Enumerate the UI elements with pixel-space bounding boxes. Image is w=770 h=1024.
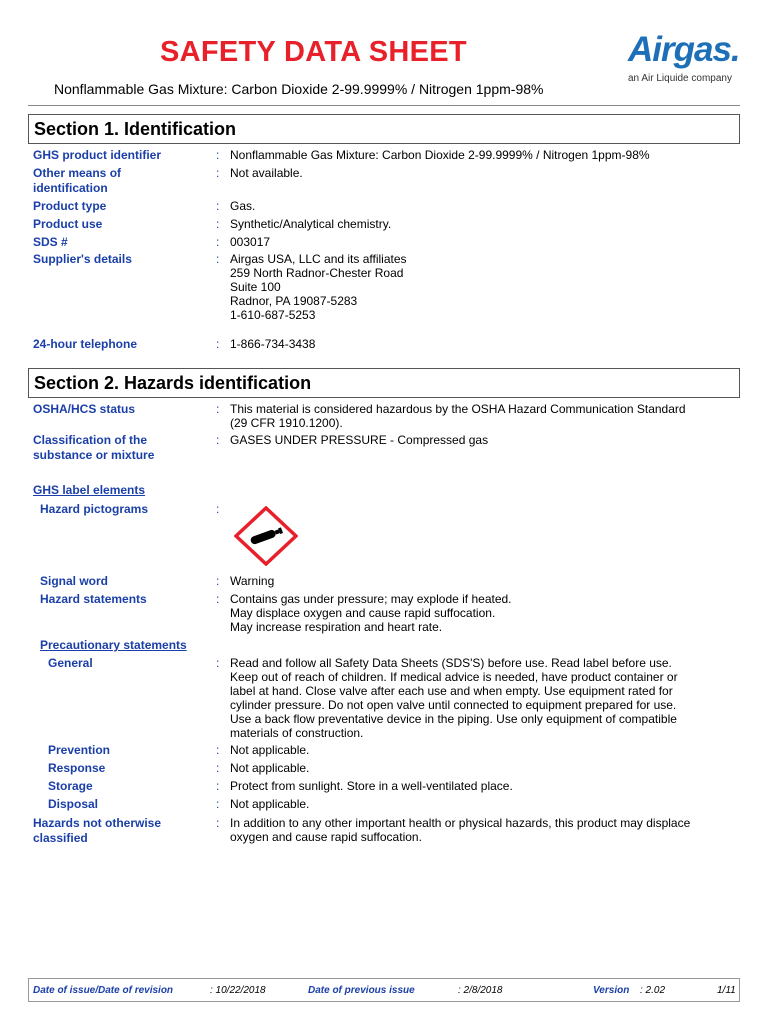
label-supplier-details: Supplier's details (33, 252, 132, 266)
value-hazards-not-classified: In addition to any other important health or physical hazards, this product may displace oxygen and cause rapid suffocation. (230, 816, 691, 844)
colon: : (216, 252, 220, 266)
label-response: Response (48, 761, 106, 775)
section1-header (28, 114, 740, 144)
footer-previous-label: Date of previous issue (308, 985, 415, 996)
label-product-type: Product type (33, 199, 107, 213)
value-storage: Protect from sunlight. Store in a well-ventilated place. (230, 779, 513, 793)
value-response: Not applicable. (230, 761, 310, 775)
value-osha-status: This material is considered hazardous by the OSHA Hazard Communication Standard (29 CFR 1910.1200). (230, 402, 686, 430)
colon: : (216, 502, 220, 516)
colon: : (216, 148, 220, 162)
product-subtitle: Nonflammable Gas Mixture: Carbon Dioxide 2-99.9999% / Nitrogen 1ppm-98% (54, 81, 544, 97)
label-general: General (48, 656, 93, 670)
colon: : (216, 217, 220, 231)
label-product-use: Product use (33, 217, 103, 231)
label-classification: Classification of the substance or mixture (33, 433, 155, 462)
label-precautionary-statements: Precautionary statements (40, 638, 187, 652)
value-general: Read and follow all Safety Data Sheets (SDS'S) before use. Read label before use. Keep out of reach of children. If medical advice is needed, have product container or label at hand. Close valve after each use and when empty. Use equipment rated for cylinder pressure. Do not open valve until connected to equipment prepared for use. Use a back flow preventative device in the piping. Use only equipment of compatible materials of construction. (230, 656, 678, 740)
colon: : (216, 337, 220, 351)
label-storage: Storage (48, 779, 93, 793)
label-hazard-statements: Hazard statements (40, 592, 147, 606)
footer-version-value: : 2.02 (640, 985, 666, 996)
section2-title: Section 2. Hazards identification (34, 373, 312, 393)
colon: : (216, 402, 220, 416)
document-title: SAFETY DATA SHEET (160, 36, 467, 68)
colon: : (216, 656, 220, 670)
logo-tagline: an Air Liquide company (628, 73, 732, 84)
label-disposal: Disposal (48, 797, 99, 811)
footer-previous-value: : 2/8/2018 (458, 985, 503, 996)
label-hazard-pictograms: Hazard pictograms (40, 502, 149, 516)
value-prevention: Not applicable. (230, 743, 310, 757)
value-signal-word: Warning (230, 574, 275, 588)
section1-title: Section 1. Identification (34, 119, 237, 139)
value-sds-number: 003017 (230, 235, 271, 249)
colon: : (216, 761, 220, 775)
colon: : (216, 592, 220, 606)
label-other-means: Other means of identification (33, 166, 122, 195)
header-divider (28, 105, 740, 106)
airgas-logo: Airgas. (628, 30, 740, 69)
label-prevention: Prevention (48, 743, 111, 757)
label-hazards-not-classified: Hazards not otherwise classified (33, 816, 162, 845)
value-supplier-details: Airgas USA, LLC and its affiliates 259 North Radnor-Chester Road Suite 100 Radnor, PA 19087-5283 1-610-687-5253 (230, 252, 407, 322)
value-hazard-statements: Contains gas under pressure; may explode if heated. May displace oxygen and cause rapid suffocation. May increase respiration and heart rate. (230, 592, 512, 634)
label-ghs-identifier: GHS product identifier (33, 148, 162, 162)
label-osha-status: OSHA/HCS status (33, 402, 136, 416)
colon: : (216, 574, 220, 588)
colon: : (216, 743, 220, 757)
footer-issue-label: Date of issue/Date of revision (33, 985, 174, 996)
colon: : (216, 433, 220, 447)
gas-cylinder-icon (234, 506, 298, 566)
colon: : (216, 235, 220, 249)
footer-version-label: Version (593, 985, 630, 996)
footer-issue-value: : 10/22/2018 (210, 985, 266, 996)
value-product-use: Synthetic/Analytical chemistry. (230, 217, 392, 231)
section2-header (28, 368, 740, 398)
value-ghs-identifier: Nonflammable Gas Mixture: Carbon Dioxide 2-99.9999% / Nitrogen 1ppm-98% (230, 148, 650, 162)
colon: : (216, 816, 220, 830)
label-sds-number: SDS # (33, 235, 68, 249)
value-other-means: Not available. (230, 166, 303, 180)
footer-page-number: 1/11 (717, 985, 736, 996)
value-24hr-telephone: 1-866-734-3438 (230, 337, 316, 351)
colon: : (216, 797, 220, 811)
colon: : (216, 199, 220, 213)
colon: : (216, 779, 220, 793)
colon: : (216, 166, 220, 180)
label-signal-word: Signal word (40, 574, 109, 588)
value-product-type: Gas. (230, 199, 256, 213)
value-disposal: Not applicable. (230, 797, 310, 811)
label-ghs-label-elements: GHS label elements (33, 483, 146, 497)
label-24hr-telephone: 24-hour telephone (33, 337, 138, 351)
value-classification: GASES UNDER PRESSURE - Compressed gas (230, 433, 489, 447)
